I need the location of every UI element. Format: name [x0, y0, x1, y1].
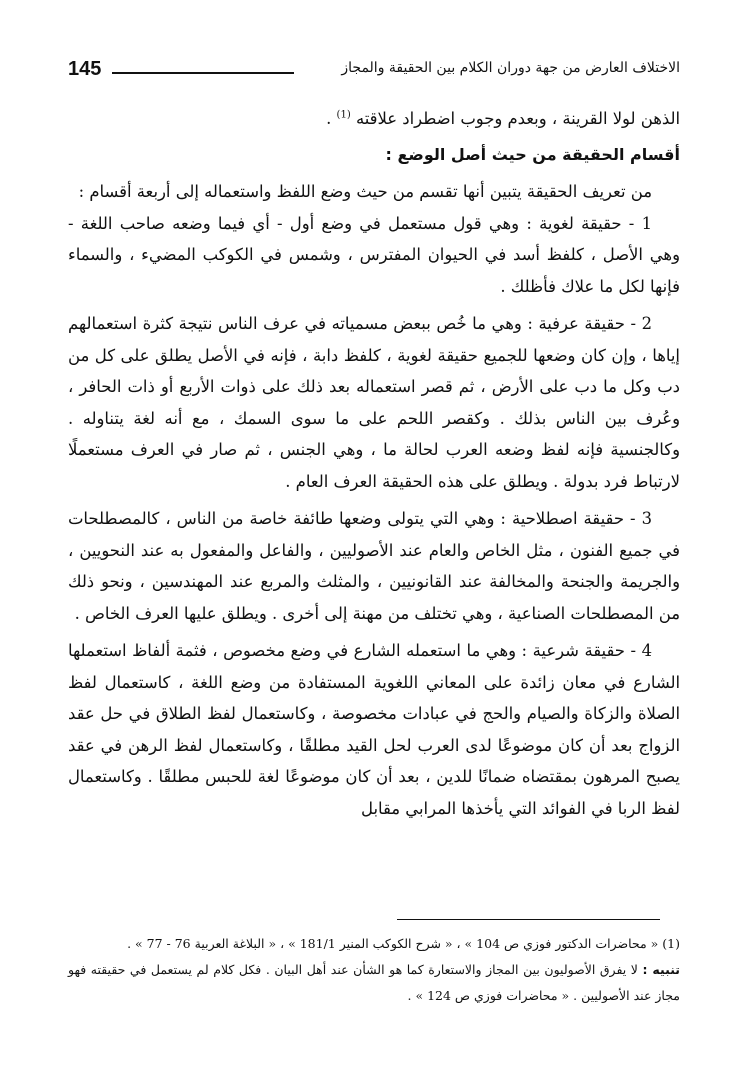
header-rule — [112, 72, 294, 74]
note-label: تنبيه : — [642, 962, 680, 977]
footnote-rule — [397, 919, 660, 920]
running-title: الاختلاف العارض من جهة دوران الكلام بين الحقيقة والمجاز — [341, 60, 680, 76]
intro-line — [68, 103, 680, 135]
paragraph-intro: من تعريف الحقيقة يتبين أنها تقسم من حيث وضع اللفظ واستعماله إلى أربعة أقسام : — [78, 182, 652, 201]
footnote-note — [68, 957, 680, 1009]
footnote-1: (1) « محاضرات الدكتور فوزي ص 104 » ، « شرح الكوكب المنير 181/1 » ، « البلاغة العربية 76 - 77 » . — [127, 936, 680, 951]
paragraph-legal: 4 - حقيقة شرعية : وهي ما استعمله الشارع في وضع مخصوص ، فثمة ألفاظ استعملها الشارع في معان زائدة على المعاني اللغوية المستفادة من وضع اللغة ، كاستعمال لفظ الصلاة والزكاة والصيام والحج في عبادات مخصوصة ، وكاستعمال لفظ الطلاق في حل عقد الزواج بعد أن كان موضوعًا لدى العرب لحل القيد مطلقًا ، وكاستعمال لفظ الرهن في عقد يصبح المرهون بمقتضاه ضمانًا للدين ، بعد أن كان موضوعًا لغة للحبس مطلقًا . وكاستعمال لفظ الربا في الفوائد التي يأخذها المرابي مقابل — [68, 641, 680, 818]
intro-end: . — [326, 109, 337, 128]
footnotes — [68, 931, 680, 1009]
footnote-ref: (1) — [336, 109, 351, 121]
intro-text: الذهن لولا القرينة ، وبعدم وجوب اضطراد علاقته — [355, 109, 680, 128]
main-text — [68, 103, 680, 824]
note-text: لا يفرق الأصوليون بين المجاز والاستعارة كما هو الشأن عند أهل البيان . فكل كلام لم يستعمل في حقيقته فهو مجاز عند الأصوليين . « محاضرات فوزي ص 124 » . — [68, 962, 680, 1003]
paragraph-technical: 3 - حقيقة اصطلاحية : وهي التي يتولى وضعها طائفة خاصة من الناس ، كالمصطلحات في جميع الفنون ، مثل الخاص والعام عند الأصوليين ، والفاعل والمفعول به عند النحويين ، والجريمة والجنحة والمخالفة عند القانونيين ، والمثلث والمربع عند المهندسين ، ونحو ذلك من المصطلحات الصناعية ، وهي تختلف من مهنة إلى أخرى . ويطلق عليها العرف الخاص . — [68, 509, 680, 623]
page-number: 145 — [68, 58, 102, 80]
section-heading: أقسام الحقيقة من حيث أصل الوضع : — [385, 144, 680, 164]
paragraph-customary: 2 - حقيقة عرفية : وهي ما خُص ببعض مسمياته في عرف الناس نتيجة كثرة استعمالهم إياها ، وإن كان وضعها للجميع حقيقة لغوية ، كلفظ دابة ، فإنه في الأصل يطلق على كل من دب وكل ما دب على الأرض ، ثم قصر استعماله بعد ذلك على ذوات الأربع أو ذات الحافر ، وعُرف بين الناس بذلك . وكقصر اللحم على ما سوى السمك ، مع أنه لغة يتناوله . وكالجنسية فإنه لفظ وضعه العرب لحالة ما ، وهي الجنس ، ثم صار في العرف مستعملًا لارتباط فرد بدولة . ويطلق على هذه الحقيقة العرف العام . — [68, 314, 680, 491]
page-header — [68, 56, 680, 86]
paragraph-linguistic: 1 - حقيقة لغوية : وهي قول مستعمل في وضع أول - أي فيما وضعه صاحب اللغة - وهي الأصل ، كلفظ أسد في الحيوان المفترس ، وشمس في الكوكب المضيء ، والسماء فإنها لكل ما علاك فأظلك . — [68, 213, 680, 296]
